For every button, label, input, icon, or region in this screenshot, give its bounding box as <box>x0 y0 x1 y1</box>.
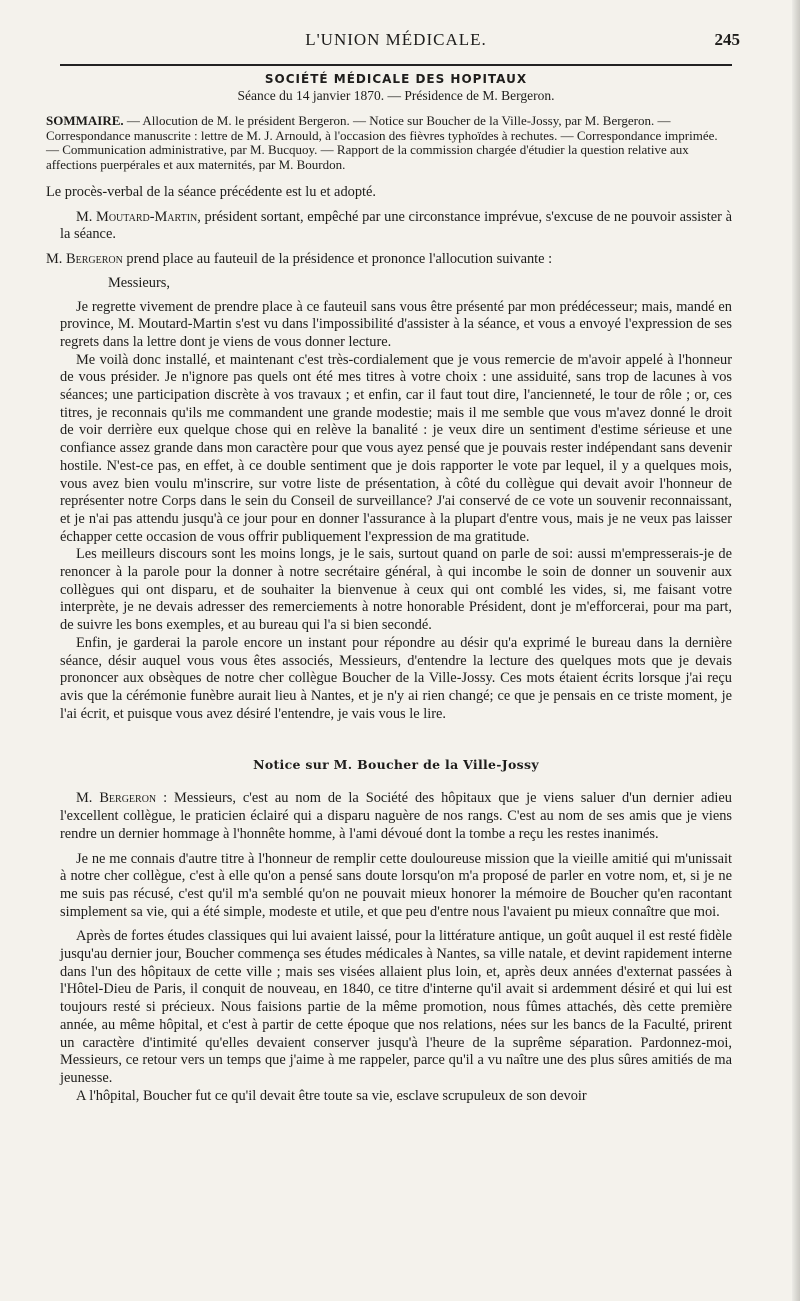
document-page <box>46 28 740 1105</box>
speaker-name: M. Moutard-Martin, <box>76 208 201 225</box>
header-rule <box>60 64 732 66</box>
notice-heading: Notice sur M. Boucher de la Ville-Jossy <box>253 757 539 773</box>
session-line: Séance du 14 janvier 1870. — Présidence de M. Bergeron. <box>237 88 555 103</box>
excuse-paragraph: M. Moutard-Martin, président sortant, empêché par une circonstance imprévue, s'excuse de ne pouvoir assister à la séance. <box>60 208 732 243</box>
speech-paragraph: Je regrette vivement de prendre place à ce fauteuil sans vous être présenté par mon prédécesseur; mais, mandé en province, M. Moutard-Martin s'est vu dans l'impossibilité d'assister à la séance, et vous a envoyé l'expression de ses regrets dans la lettre dont je viens de vous donner lecture. <box>60 298 732 350</box>
summary-label: SOMMAIRE. <box>46 113 124 128</box>
summary <box>46 114 732 172</box>
minutes-paragraph: Le procès-verbal de la séance précédente est lu et adopté. <box>46 184 377 200</box>
presidency-paragraph: M. Bergeron prend place au fauteuil de la présidence et prononce l'allocution suivante : <box>46 251 553 268</box>
speaker-name: M. Bergeron <box>76 790 157 807</box>
speech-paragraph: Les meilleurs discours sont les moins longs, je le sais, surtout quand on parle de soi: aussi m'empresserais-je de renoncer à la parole pour la donner à notre secrétaire général, à qui incombe le soin de donner un souvenir aux collègues qui ont disparu, et de souhaiter la bienvenue à ceux qui ont comblé les vides, si, me faisant votre interprète, je ne devais adresser des remerciements à notre honorable Président, dont je m'efforcerai, pour ma part, de suivre les bons exemples, et au bureau qui l'a si bien secondé. <box>60 546 732 634</box>
page-edge-shadow <box>792 0 800 1301</box>
summary-text: — Allocution de M. le président Bergeron. — Notice sur Boucher de la Ville-Jossy, par M. Bergeron. — Correspondance manuscrite : lettre de M. J. Arnould, à l'occasion des fièvres typhoïdes à rechutes. — Correspondance imprimée. — Communication administrative, par M. Bucquoy. — Rapport de la commission chargée d'étudier la question relative aux affections puerpérales et aux maternités, par M. Bourdon. <box>46 113 718 172</box>
speaker-name: M. Bergeron <box>46 251 123 268</box>
journal-title: L'UNION MÉDICALE. <box>305 30 487 49</box>
notice-paragraph: A l'hôpital, Boucher fut ce qu'il devait être toute sa vie, esclave scrupuleux de son devoir <box>76 1087 587 1104</box>
notice-paragraph: Je ne me connais d'autre titre à l'honneur de remplir cette douloureuse mission que la vieille amitié qui m'unissait à notre cher collègue, c'est à elle qu'on a pensé sans doute lorsqu'on m'a proposé de parler en votre nom, et, si je ne me suis pas récusé, c'est qu'il m'a semblé qu'on ne pouvait mieux honorer la mémoire de Boucher qu'en racontant simplement sa vie, qui a été simple, modeste et utile, et que peu d'entre nous l'avaient pu mieux connaître que moi. <box>60 850 732 920</box>
notice-intro-paragraph: M. Bergeron : Messieurs, c'est au nom de la Société des hôpitaux que je viens saluer d'un dernier adieu l'excellent collègue, le praticien éclairé qui a disparu naguère de nos rangs. C'est au nom de ses amis que je viens rendre un dernier hommage à l'honnête homme, à l'ami dévoué dont la tombe a reçu les restes inanimés. <box>60 790 732 842</box>
running-head <box>60 28 740 62</box>
speech-paragraph: Enfin, je garderai la parole encore un instant pour répondre au désir qu'a exprimé le bureau dans la dernière séance, désir auquel vous vous êtes associés, Messieurs, d'entendre la lecture des quelques mots que je devais prononcer aux obsèques de notre cher collègue Boucher de la Ville-Jossy. Ces mots étaient écrits lorsque j'ai reçu avis que la cérémonie funèbre aurait lieu à Nantes, et je n'y ai rien changé; ce que je pensais en ce triste moment, je l'ai écrit, et puisque vous avez désiré l'entendre, je vais vous le lire. <box>60 634 732 722</box>
page-number: 245 <box>714 30 740 49</box>
salutation: Messieurs, <box>108 274 170 291</box>
society-title: SOCIÉTÉ MÉDICALE DES HOPITAUX <box>264 72 528 86</box>
speech-paragraph: Me voilà donc installé, et maintenant c'est très-cordialement que je vous remercie de m'avoir appelé à l'honneur de vous présider. Je n'ignore pas quels ont été mes titres à votre choix : une assiduité, sans trop de lacunes à vos séances; une participation discrète à vos travaux ; et enfin, car il faut tout dire, l'ancienneté, le tour de rôle ; or, ces titres, je reconnais qu'ils me commandent une grande modestie; mais il me semble que vous m'avez donné le droit de voir derrière eux quelque chose qui en relève la banalité : je veux dire un sentiment d'estime sérieuse et une confiance assez grande dans mon caractère pour que vous ayez pensé que je pouvais rester indépendant sans devenir hostile. N'est-ce pas, en effet, à ce double sentiment que je dois rapporter le vote par lequel, il y a quelques mois, vous avez bien voulu m'inscrire, sur votre liste de présentation, à côté du collègue qui devait avoir l'honneur de représenter notre Corps dans le sein du Conseil de surveillance? J'ai conservé de ce vote un souvenir reconnaissant, et je n'ai pas attendu jusqu'à ce jour pour en donner l'assurance à la plupart d'entre vous, mais je ne veux pas laisser échapper cette occasion de vous offrir publiquement l'expression de ma gratitude. <box>60 351 732 545</box>
article-body <box>46 184 732 1105</box>
notice-paragraph: Après de fortes études classiques qui lui avaient laissé, pour la littérature antique, un goût auquel il est resté fidèle jusqu'au dernier jour, Boucher commença ses études médicales à Nantes, sa ville natale, et devint rapidement interne dans l'un des hôpitaux de cette ville ; mais ses visées allaient plus loin, et, après deux années d'externat passées à l'Hôtel-Dieu de Paris, il conquit de nouveau, en 1840, ce titre d'interne qu'il avait si ardemment désiré et qui lui est toujours resté si précieux. Nous faisions partie de la même promotion, nous fûmes attachés, dès cette première année, au même hôpital, et c'est à partir de cette époque que nos relations, nées sur les bancs de la Faculté, prirent un caractère d'intimité qu'elles devaient conserver jusqu'à l'heure de la suprême séparation. Pardonnez-moi, Messieurs, ce retour vers un temps que j'aime à me rappeler, parce qu'il a vu naître une des plus sûres amitiés de ma jeunesse. <box>60 928 732 1086</box>
